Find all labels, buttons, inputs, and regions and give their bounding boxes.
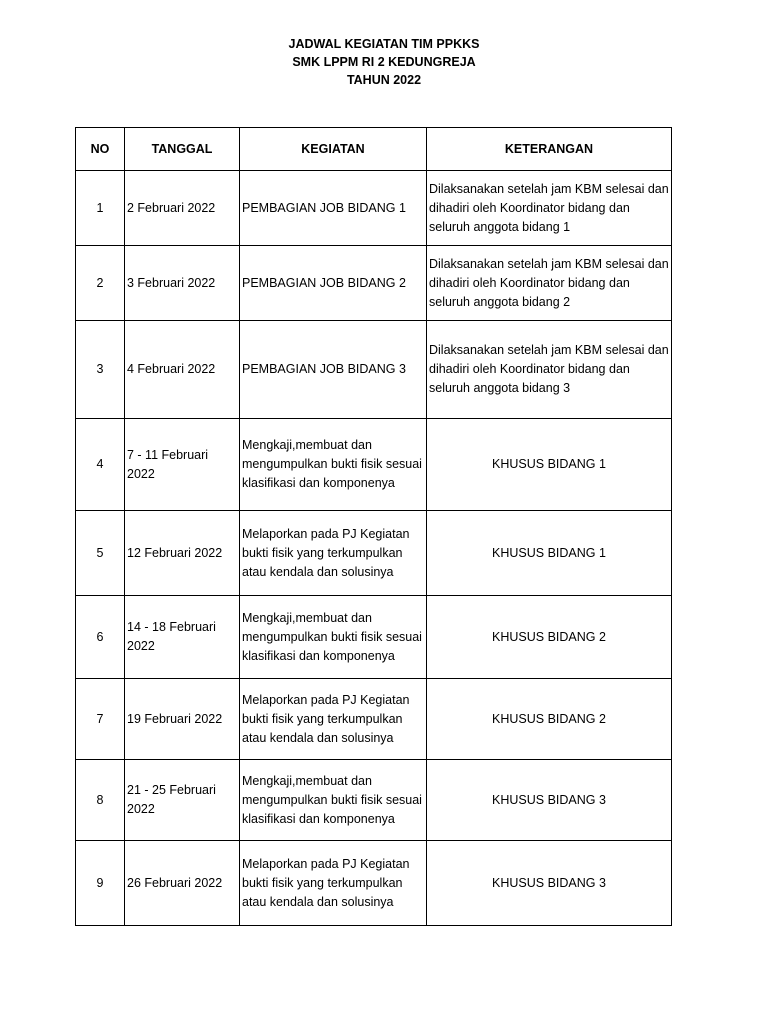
cell-kegiatan: Melaporkan pada PJ Kegiatan bukti fisik yang terkumpulkan atau kendala dan solusinya [240,679,427,760]
table-body [76,171,672,926]
cell-tanggal: 26 Februari 2022 [125,841,240,926]
header-row [76,128,672,171]
cell-keterangan: KHUSUS BIDANG 2 [427,596,672,679]
schedule-table [75,127,672,926]
cell-no: 7 [76,679,125,760]
cell-kegiatan: PEMBAGIAN JOB BIDANG 3 [240,321,427,419]
cell-keterangan: Dilaksanakan setelah jam KBM selesai dan dihadiri oleh Koordinator bidang dan seluruh anggota bidang 1 [427,171,672,246]
table-row [76,419,672,511]
cell-tanggal: 7 - 11 Februari 2022 [125,419,240,511]
cell-tanggal: 14 - 18 Februari 2022 [125,596,240,679]
cell-no: 4 [76,419,125,511]
cell-kegiatan: Mengkaji,membuat dan mengumpulkan bukti fisik sesuai klasifikasi dan komponenya [240,596,427,679]
cell-no: 9 [76,841,125,926]
column-header-keterangan: KETERANGAN [427,128,672,171]
cell-kegiatan: Melaporkan pada PJ Kegiatan bukti fisik yang terkumpulkan atau kendala dan solusinya [240,841,427,926]
column-header-tanggal: TANGGAL [125,128,240,171]
table-row [76,596,672,679]
cell-kegiatan: PEMBAGIAN JOB BIDANG 1 [240,171,427,246]
table-row [76,679,672,760]
cell-tanggal: 12 Februari 2022 [125,511,240,596]
cell-keterangan: KHUSUS BIDANG 3 [427,760,672,841]
cell-kegiatan: Mengkaji,membuat dan mengumpulkan bukti fisik sesuai klasifikasi dan komponenya [240,760,427,841]
cell-keterangan: Dilaksanakan setelah jam KBM selesai dan dihadiri oleh Koordinator bidang dan seluruh anggota bidang 3 [427,321,672,419]
cell-keterangan: KHUSUS BIDANG 2 [427,679,672,760]
column-header-kegiatan: KEGIATAN [240,128,427,171]
cell-no: 2 [76,246,125,321]
title-line-2: SMK LPPM RI 2 KEDUNGREJA [292,55,476,69]
cell-tanggal: 21 - 25 Februari 2022 [125,760,240,841]
cell-keterangan: KHUSUS BIDANG 1 [427,419,672,511]
table-row [76,171,672,246]
table-row [76,841,672,926]
cell-keterangan: Dilaksanakan setelah jam KBM selesai dan dihadiri oleh Koordinator bidang dan seluruh anggota bidang 2 [427,246,672,321]
cell-tanggal: 3 Februari 2022 [125,246,240,321]
cell-keterangan: KHUSUS BIDANG 1 [427,511,672,596]
table-header [76,128,672,171]
cell-no: 8 [76,760,125,841]
cell-no: 1 [76,171,125,246]
cell-keterangan: KHUSUS BIDANG 3 [427,841,672,926]
cell-tanggal: 2 Februari 2022 [125,171,240,246]
title-line-3: TAHUN 2022 [346,73,422,87]
cell-tanggal: 19 Februari 2022 [125,679,240,760]
document-title [0,35,768,89]
cell-no: 3 [76,321,125,419]
column-header-no: NO [76,128,125,171]
table-row [76,511,672,596]
table-row [76,760,672,841]
table-row [76,246,672,321]
cell-tanggal: 4 Februari 2022 [125,321,240,419]
table-row [76,321,672,419]
cell-kegiatan: PEMBAGIAN JOB BIDANG 2 [240,246,427,321]
cell-no: 5 [76,511,125,596]
title-line-1: JADWAL KEGIATAN TIM PPKKS [288,37,480,51]
cell-kegiatan: Mengkaji,membuat dan mengumpulkan bukti fisik sesuai klasifikasi dan komponenya [240,419,427,511]
cell-kegiatan: Melaporkan pada PJ Kegiatan bukti fisik yang terkumpulkan atau kendala dan solusinya [240,511,427,596]
cell-no: 6 [76,596,125,679]
